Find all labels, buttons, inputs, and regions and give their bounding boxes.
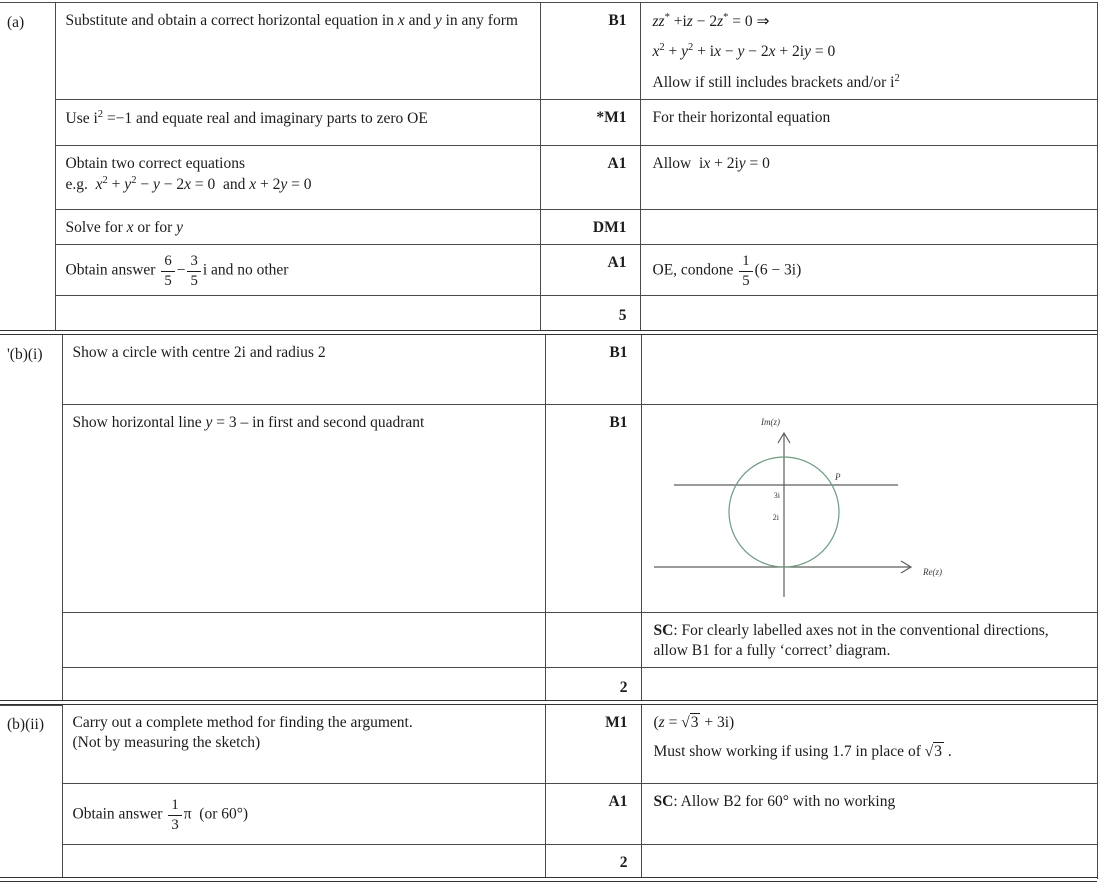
table-row	[0, 844, 1097, 879]
description-cell: Solve for x or for y	[55, 209, 540, 244]
table-row	[0, 99, 1097, 145]
table-row	[0, 209, 1097, 244]
mark-cell: A1	[545, 783, 641, 844]
mark-cell: *M1	[540, 99, 640, 145]
table-row	[0, 245, 1097, 296]
part-label: (b)(ii)	[0, 705, 62, 879]
argand-diagram	[642, 407, 1097, 612]
mark-cell: B1	[545, 335, 641, 404]
part-label: '(b)(i)	[0, 335, 62, 705]
comment-cell: SC: For clearly labelled axes not in the conventional directions, allow B1 for a fully ‘correct’ diagram.	[641, 612, 1097, 667]
description-cell: Substitute and obtain a correct horizontal equation in x and y in any form	[55, 3, 540, 100]
description-cell: Obtain answer $\frac{1}{3}$ π (or 60°)	[62, 783, 545, 844]
description-cell	[55, 296, 540, 335]
mark-cell: B1	[545, 404, 641, 612]
line-level-label: 3i	[773, 490, 780, 500]
re-axis-label: Re(z)	[922, 566, 942, 577]
comment-cell: SC: Allow B2 for 60° with no working	[641, 783, 1097, 844]
mark-cell: A1	[540, 145, 640, 209]
table-row	[0, 335, 1097, 404]
mark-cell: DM1	[540, 209, 640, 244]
comment-cell: For their horizontal equation	[640, 99, 1097, 145]
total-marks-cell: 2	[545, 667, 641, 705]
table-row	[0, 612, 1097, 667]
comment-cell	[640, 296, 1097, 335]
centre-label: 2i	[772, 512, 779, 522]
comment-cell	[640, 209, 1097, 244]
table-row	[0, 145, 1097, 209]
mark-cell: B1	[540, 3, 640, 100]
description-cell: Obtain answer $\frac{6}{5}$ − $\frac{3}{5}$ i and no other	[55, 245, 540, 296]
description-cell: Obtain two correct equations e.g. $x^2 + y^2 - y - 2x = 0$ and x + 2y = 0	[55, 145, 540, 209]
comment-cell: zz* +iz − 2z* = 0 ⇒ $x^2 + y^2$ + ix − y − 2x + 2iy = 0 Allow if still includes brackets and/or $i^2$	[640, 3, 1097, 100]
im-axis-label: Im(z)	[760, 416, 780, 427]
description-cell	[62, 612, 545, 667]
mark-cell: A1	[540, 245, 640, 296]
table-row	[0, 3, 1097, 100]
mark-table-section-bii	[0, 705, 1098, 879]
table-row	[0, 783, 1097, 844]
description-cell: Carry out a complete method for finding the argument. (Not by measuring the sketch)	[62, 705, 545, 783]
mark-cell: M1	[545, 705, 641, 783]
table-row	[0, 296, 1097, 335]
argand-sketch-svg	[642, 407, 1096, 606]
mark-table-section-bi	[0, 335, 1098, 706]
total-marks-cell: 5	[540, 296, 640, 335]
part-label: (a)	[0, 3, 55, 335]
point-p-label: P	[834, 471, 840, 482]
argand-diagram-cell	[641, 404, 1097, 612]
table-row	[0, 404, 1097, 612]
total-marks-cell: 2	[545, 844, 641, 879]
comment-cell	[641, 844, 1097, 879]
description-cell: Show a circle with centre 2i and radius 2	[62, 335, 545, 404]
description-cell	[62, 844, 545, 879]
table-bottom-border	[0, 877, 1097, 882]
table-row	[0, 705, 1097, 783]
comment-cell: Allow ix + 2iy = 0	[640, 145, 1097, 209]
comment-cell: OE, condone $\frac{1}{5}$ (6 − 3i)	[640, 245, 1097, 296]
comment-cell: (z = √3 + 3i) Must show working if using 1.7 in place of √3 .	[641, 705, 1097, 783]
mark-table-section-a	[0, 2, 1098, 335]
comment-cell	[641, 335, 1097, 404]
description-cell: Show horizontal line y = 3 – in first and second quadrant	[62, 404, 545, 612]
description-cell: Use $i^2 =-1$ and equate real and imaginary parts to zero OE	[55, 99, 540, 145]
mark-cell	[545, 612, 641, 667]
